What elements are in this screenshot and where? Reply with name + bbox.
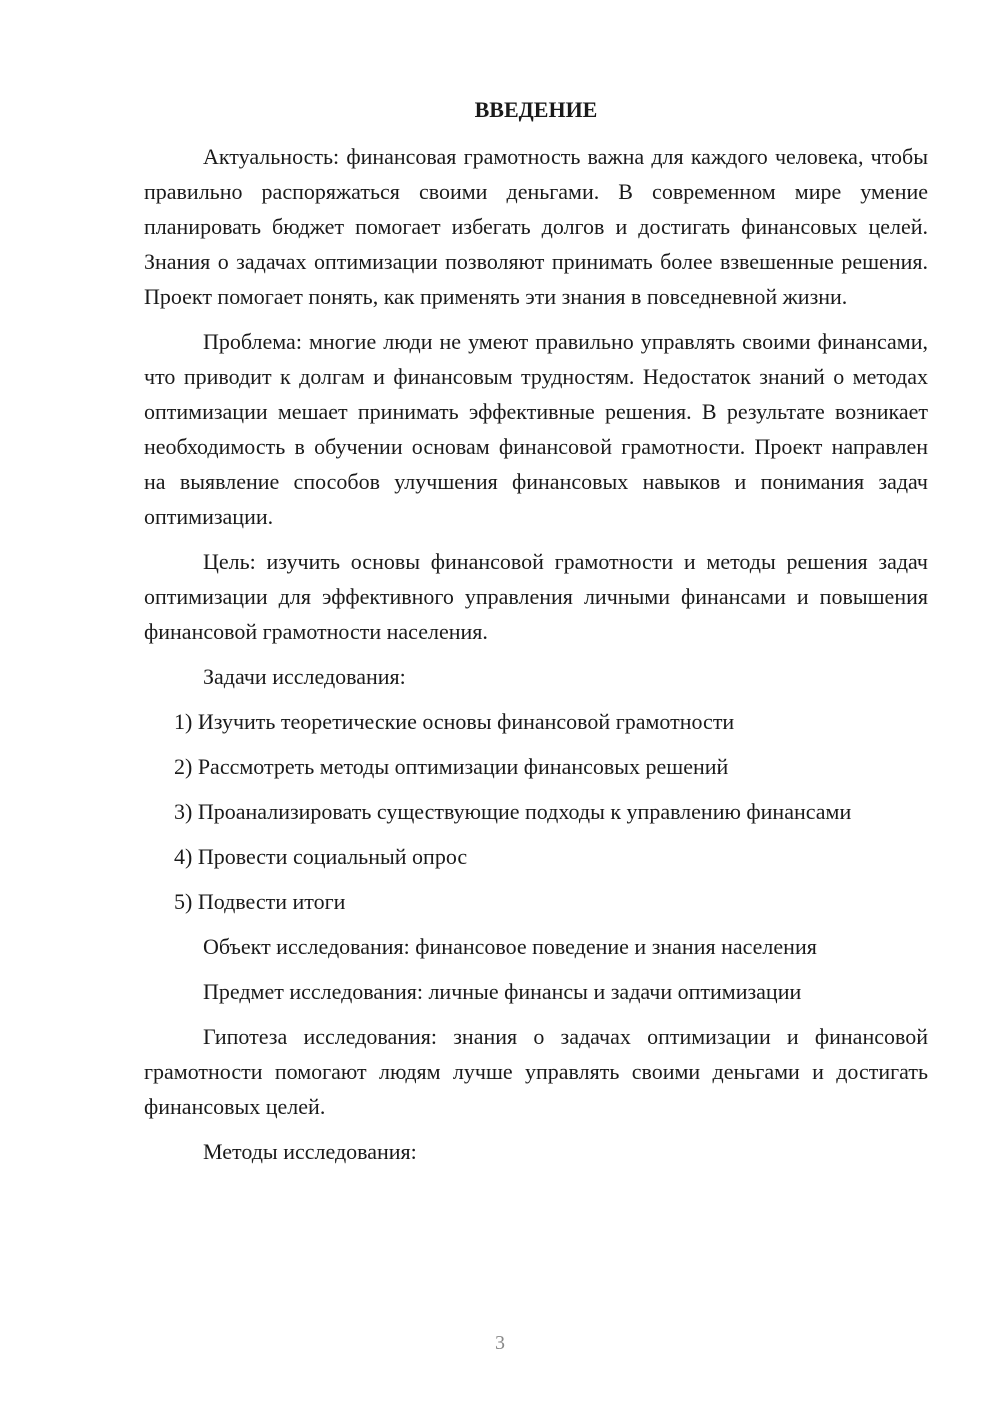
paragraph-subject: Предмет исследования: личные финансы и задачи оптимизации — [203, 979, 802, 1004]
task-item-3: 3) Проанализировать существующие подходы к управлению финансами — [174, 799, 852, 824]
task-item-2: 2) Рассмотреть методы оптимизации финансовых решений — [174, 754, 729, 779]
paragraph-problem: Проблема: многие люди не умеют правильно управлять своими финансами, что приводит к долгам и финансовым трудностям. Недостаток знаний о методах оптимизации мешает принимать эффективные решения. В результате возникает необходимость в обучении основам финансовой грамотности. Проект направлен на выявление способов улучшения финансовых навыков и понимания задач оптимизации. — [144, 329, 928, 529]
section-heading: ВВЕДЕНИЕ — [474, 97, 598, 122]
task-item-4: 4) Провести социальный опрос — [174, 844, 468, 869]
paragraph-goal: Цель: изучить основы финансовой грамотности и методы решения задач оптимизации для эффективного управления личными финансами и повышения финансовой грамотности населения. — [144, 549, 928, 644]
paragraph-object: Объект исследования: финансовое поведение и знания населения — [203, 934, 817, 959]
page-number: 3 — [495, 1332, 505, 1354]
paragraph-hypothesis: Гипотеза исследования: знания о задачах оптимизации и финансовой грамотности помогают людям лучше управлять своими деньгами и достигать финансовых целей. — [144, 1024, 928, 1119]
task-item-5: 5) Подвести итоги — [174, 889, 346, 914]
paragraph-relevance: Актуальность: финансовая грамотность важна для каждого человека, чтобы правильно распоряжаться своими деньгами. В современном мире умение планировать бюджет помогает избегать долгов и достигать финансовых целей. Знания о задачах оптимизации позволяют принимать более взвешенные решения. Проект помогает понять, как применять эти знания в повседневной жизни. — [144, 144, 928, 309]
tasks-heading: Задачи исследования: — [203, 664, 406, 689]
methods-heading: Методы исследования: — [203, 1139, 417, 1164]
task-item-1: 1) Изучить теоретические основы финансовой грамотности — [174, 709, 735, 734]
page-content — [144, 92, 928, 1179]
